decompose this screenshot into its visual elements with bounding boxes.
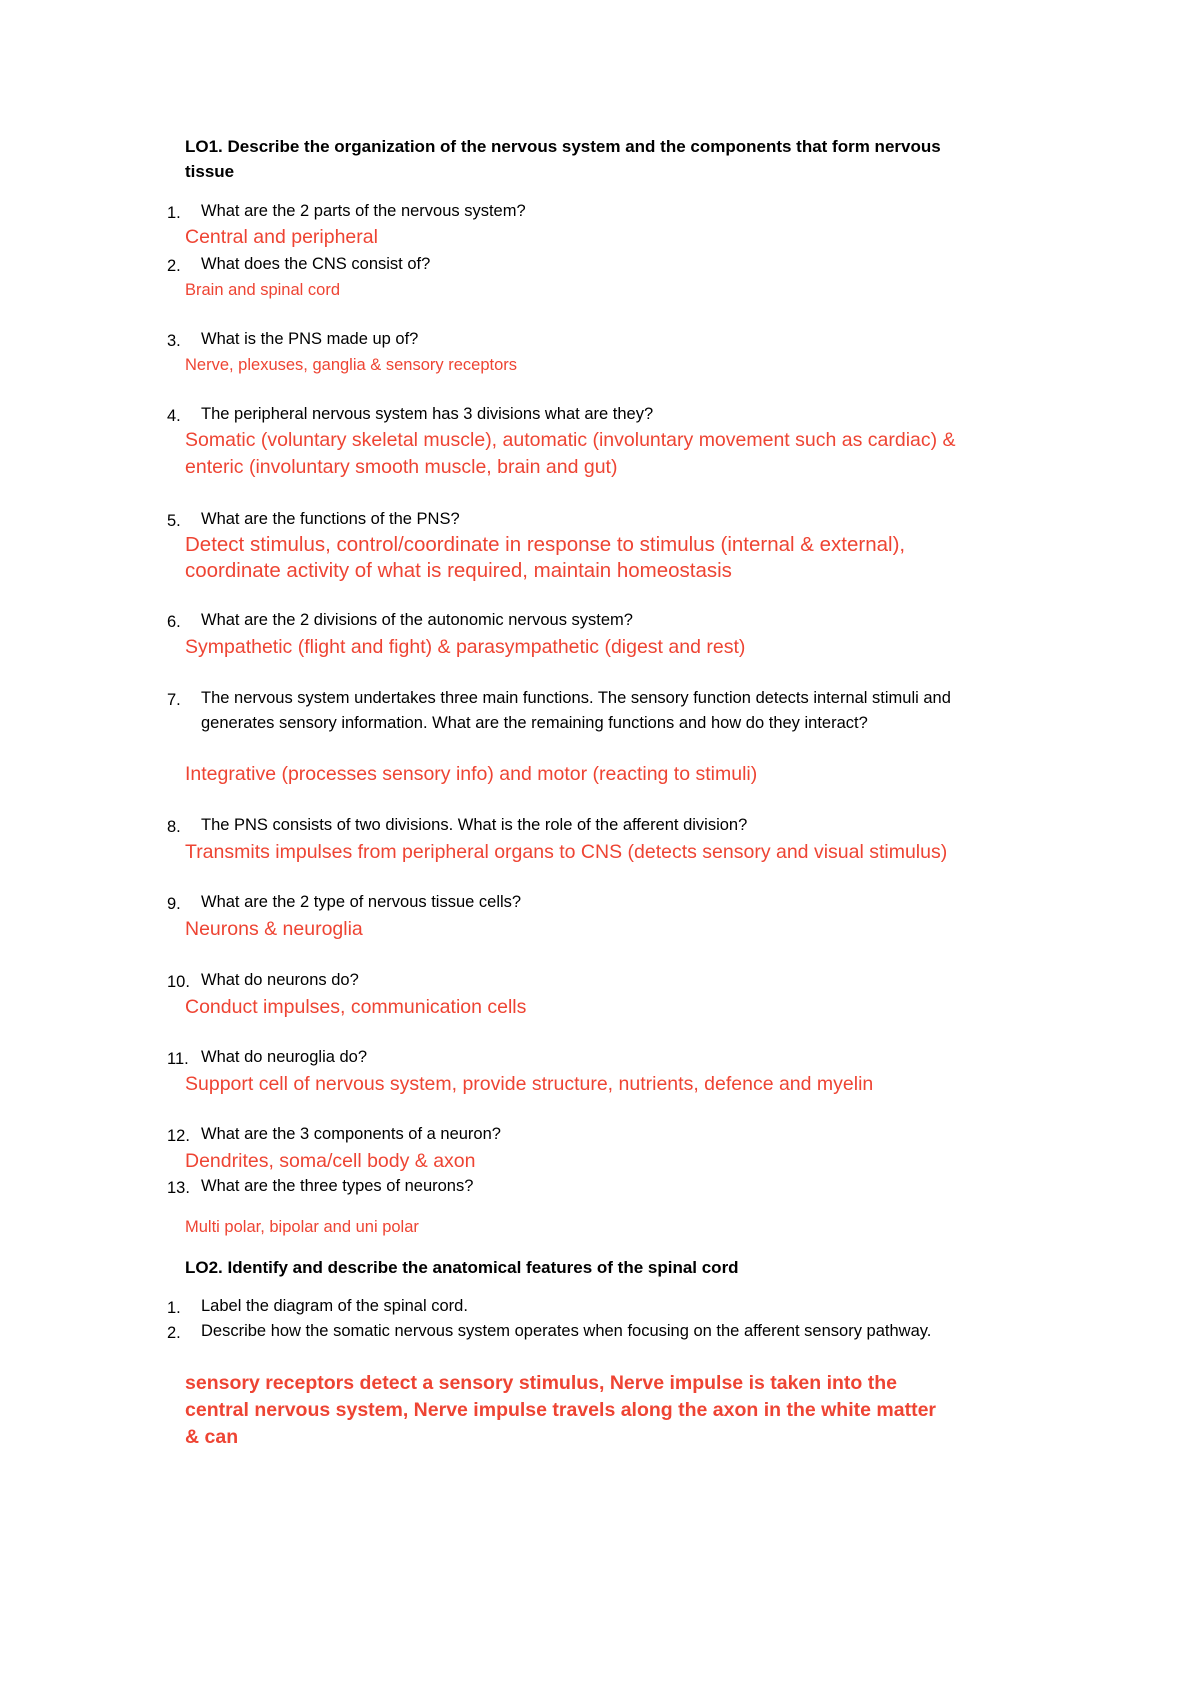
answer-text: Multi polar, bipolar and uni polar xyxy=(185,1218,419,1236)
question-number: 2. xyxy=(167,1324,181,1342)
question-number: 8. xyxy=(167,818,181,836)
question-text: What are the 3 components of a neuron? xyxy=(201,1125,501,1143)
answer-text: Detect stimulus, control/coordinate in response to stimulus (internal & external), coordinate activity of what is required, maintain homeostasis xyxy=(185,533,906,582)
answer-text: Sympathetic (flight and fight) & parasympathetic (digest and rest) xyxy=(185,636,746,658)
question-number: 13. xyxy=(167,1179,190,1197)
lo1-heading: LO1. Describe the organization of the nervous system and the components that form nervous tissue xyxy=(185,137,941,181)
answer-text: Support cell of nervous system, provide structure, nutrients, defence and myelin xyxy=(185,1073,874,1095)
answer-text: Transmits impulses from peripheral organs to CNS (detects sensory and visual stimulus) xyxy=(185,841,948,863)
answer-text: Central and peripheral xyxy=(185,226,378,248)
question-text: Label the diagram of the spinal cord. xyxy=(201,1297,468,1315)
question-text: What do neurons do? xyxy=(201,971,359,989)
question-number: 5. xyxy=(167,512,181,530)
question-text: What are the functions of the PNS? xyxy=(201,510,460,528)
answer-text: Brain and spinal cord xyxy=(185,281,341,299)
question-number: 4. xyxy=(167,407,181,425)
question-text: Describe how the somatic nervous system operates when focusing on the afferent sensory pathway. xyxy=(201,1322,932,1340)
question-number: 11. xyxy=(167,1050,189,1068)
question-number: 3. xyxy=(167,332,181,350)
question-text: What do neuroglia do? xyxy=(201,1048,368,1066)
answer-text: Neurons & neuroglia xyxy=(185,918,363,940)
answer-text: Nerve, plexuses, ganglia & sensory receptors xyxy=(185,356,517,374)
question-number: 9. xyxy=(167,895,181,913)
question-number: 10. xyxy=(167,973,190,991)
question-text: What are the 2 type of nervous tissue cells? xyxy=(201,893,522,911)
question-number: 7. xyxy=(167,691,181,709)
answer-text: Conduct impulses, communication cells xyxy=(185,996,527,1018)
question-number: 2. xyxy=(167,257,181,275)
question-text: The peripheral nervous system has 3 divisions what are they? xyxy=(201,405,654,423)
answer-text: sensory receptors detect a sensory stimulus, Nerve impulse is taken into the central nervous system, Nerve impulse travels along the axon in the white matter & can xyxy=(185,1372,936,1448)
question-text: What are the 2 divisions of the autonomic nervous system? xyxy=(201,611,633,629)
question-text: The nervous system undertakes three main functions. The sensory function detects internal stimuli and generates sensory information. What are the remaining functions and how do they interact? xyxy=(201,689,951,732)
answer-text: Somatic (voluntary skeletal muscle), automatic (involuntary movement such as cardiac) & enteric (involuntary smooth muscle, brain and gut) xyxy=(185,429,956,478)
question-text: What does the CNS consist of? xyxy=(201,255,431,273)
answer-text: Dendrites, soma/cell body & axon xyxy=(185,1150,476,1172)
answer-text: Integrative (processes sensory info) and motor (reacting to stimuli) xyxy=(185,763,758,785)
question-number: 1. xyxy=(167,204,181,222)
question-number: 1. xyxy=(167,1299,181,1317)
question-text: What are the 2 parts of the nervous system? xyxy=(201,202,526,220)
question-number: 12. xyxy=(167,1127,190,1145)
lo2-heading: LO2. Identify and describe the anatomical features of the spinal cord xyxy=(185,1258,739,1277)
question-text: The PNS consists of two divisions. What is the role of the afferent division? xyxy=(201,816,748,834)
question-text: What are the three types of neurons? xyxy=(201,1177,474,1195)
question-number: 6. xyxy=(167,613,181,631)
question-text: What is the PNS made up of? xyxy=(201,330,419,348)
